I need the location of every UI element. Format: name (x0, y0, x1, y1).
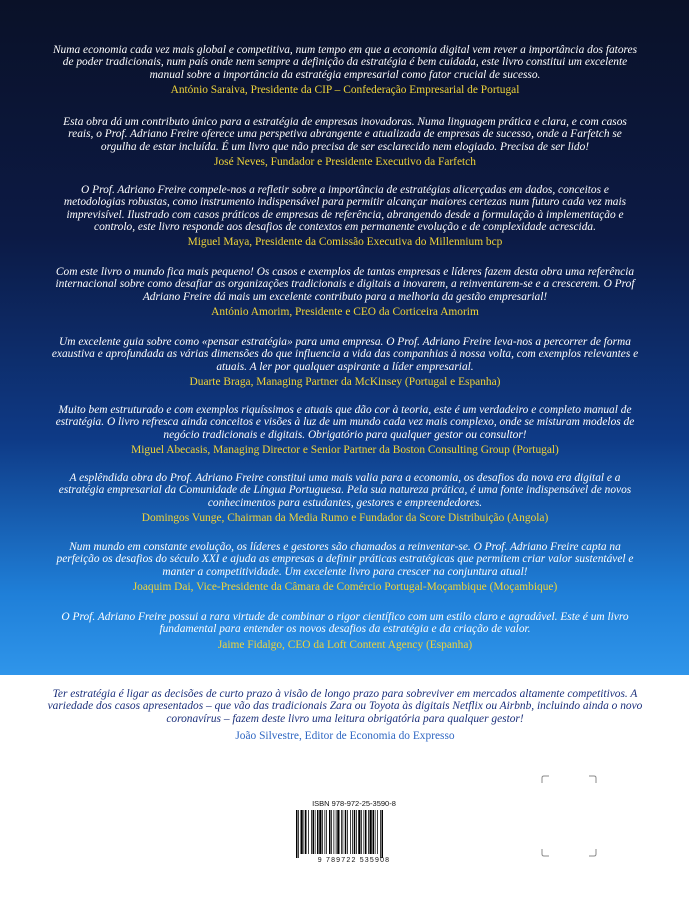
testimonial-author: Joaquim Dai, Vice-Presidente da Câmara de Comércio Portugal-Moçambique (Moçambique) (132, 580, 558, 593)
testimonial-author: Miguel Abecasis, Managing Director e Senior Partner da Boston Consulting Group (Portugal) (131, 443, 559, 456)
barcode-bar (352, 810, 353, 854)
barcode-bar (315, 810, 316, 854)
testimonial-text: Um excelente guia sobre como «pensar estratégia» para uma empresa. O Prof. Adriano Freire leva-nos a percorrer de forma exaustiva e aprofundada as várias dimensões do que influencia a vida das companhias à nossa volta, com exemplos relevantes e atuais. A ler por qualquer aspirante a líder empresarial. (51, 336, 639, 373)
testimonial-author: Miguel Maya, Presidente da Comissão Executiva do Millennium bcp (187, 236, 503, 249)
barcode-bar (375, 810, 376, 854)
testimonial-author: António Amorim, Presidente e CEO da Corticeira Amorim (211, 305, 479, 318)
barcode-bar (354, 810, 356, 854)
barcode-bar (345, 810, 347, 854)
barcode-bar (336, 810, 337, 854)
barcode-bar (317, 810, 319, 854)
testimonial-text: Num mundo em constante evolução, os líderes e gestores são chamados a reinventar-se. O Prof. Adriano Freire capta na perfeição os desafios do século XXI e ajuda as empresas a definir práticas estratégicas que permitem criar valor sustentável e manter a competitividade. Um excelente livro para crescer na conjuntura atual! (56, 541, 634, 578)
featured-testimonial (45, 688, 645, 743)
barcode-bar (313, 810, 315, 854)
testimonial-author: Jaime Fidalgo, CEO da Loft Content Agency (Espanha) (217, 638, 473, 651)
barcode-bar (347, 810, 348, 854)
testimonial (50, 184, 640, 249)
barcode-bar (377, 810, 378, 854)
testimonial (50, 44, 640, 97)
barcode-bar (325, 810, 326, 854)
testimonial (50, 116, 640, 169)
barcode-bar (305, 810, 307, 854)
barcode-bar (319, 810, 321, 854)
testimonial-text: O Prof. Adriano Freire possui a rara virtude de combinar o rigor científico com um estilo claro e agradável. Este é um livro fundamental para entender os novos desafios da estratégia e da criação de valor. (61, 611, 629, 636)
barcode (288, 799, 420, 869)
testimonial (50, 611, 640, 652)
barcode-bar (370, 810, 372, 854)
testimonial (50, 336, 640, 389)
barcode-bar (373, 810, 375, 854)
barcode-bar (311, 810, 312, 854)
testimonial-text: Numa economia cada vez mais global e competitiva, num tempo em que a economia digital vem rever a importância dos fatores de poder tradicionais, num país onde nem sempre a definição da estratégia é bem cuidada, este livro constitui um excelente manual sobre a importância da estratégia empresarial como fator crucial de sucesso. (52, 44, 638, 81)
testimonial-text: O Prof. Adriano Freire compele-nos a refletir sobre a importância de estratégias alicerçadas em dados, conceitos e metodologias robustas, como instrumento indispensável para permitir alcançar maiores certezas num futuro cada vez mais imprevisível. Ilustrado com casos práticos de empresas de referência, abrangendo desde a formulação à implementação e controlo, este livro responde aos desafios de contextos em permanente evolução e de complexidade acrescida. (63, 184, 627, 233)
barcode-bar (334, 810, 335, 854)
barcode-bar (341, 810, 342, 854)
testimonial-author: José Neves, Fundador e Presidente Executivo da Farfetch (214, 155, 476, 168)
barcode-bar (331, 810, 332, 854)
testimonial (50, 404, 640, 457)
barcode-bar (322, 810, 323, 854)
testimonial (50, 472, 640, 525)
featured-testimonial-text: Ter estratégia é ligar as decisões de curto prazo à visão de longo prazo para sobreviver em mercados altamente competitivos. A variedade dos casos apresentados – que vão das tradicionais Zara ou Toyota às digitais Netflix ou Airbnb, incluindo ainda o novo coronavírus – fazem deste livro uma leitura obrigatória para qualquer gestor! (47, 688, 643, 725)
barcode-bar (326, 810, 327, 854)
barcode-bar (365, 810, 367, 854)
testimonial (50, 266, 640, 319)
testimonial (50, 541, 640, 594)
testimonial-text: Esta obra dá um contributo único para a estratégia de empresas inovadoras. Numa linguagem prática e clara, e com casos reais, o Prof. Adriano Freire oferece uma perspetiva abrangente e atualizada de empresas de sucesso, onde a Farfetch se orgulha de estar incluída. É um livro que não precisa de ser esclarecido nem elogiado. Precisa de ser lido! (63, 116, 627, 153)
isbn-label: ISBN 978-972-25-3590-8 (312, 799, 396, 808)
testimonial-text: Muito bem estruturado e com exemplos riquíssimos e atuais que dão cor à teoria, este é um verdadeiro e completo manual de estratégia. O livro refresca ainda conceitos e visões à luz de um mundo cada vez mais complexo, onde se misturam modelos de negócio tradicionais e digitais. Obrigatório para qualquer gestor ou consultor! (55, 404, 635, 441)
testimonial-text: Com este livro o mundo fica mais pequeno! Os casos e exemplos de tantas empresas e líderes fazem desta obra uma referência internacional sobre como desafiar as organizações tradicionais e digitais a inovarem, a reinventarem-se e a crescerem. O Prof Adriano Freire dá mais um excelente contributo para a melhoria da gestão empresarial! (55, 266, 635, 303)
barcode-bars (296, 810, 416, 858)
barcode-digits: 9 789722 535908 (317, 857, 391, 864)
testimonial-text: A esplêndida obra do Prof. Adriano Freire constitui uma mais valia para a economia, os desafios da nova era digital e a estratégia empresarial da Comunidade de Língua Portuguesa. Pela sua natureza prática, é uma fonte indispensável de novos conhecimentos para estudantes, gestores e empreendedores. (58, 472, 632, 509)
crop-mark-icon (541, 775, 597, 857)
barcode-bar (364, 810, 365, 854)
barcode-bar (380, 810, 381, 858)
barcode-bar (337, 810, 339, 854)
testimonial-author: Domingos Vunge, Chairman da Media Rumo e Fundador da Score Distribuição (Angola) (141, 511, 549, 524)
testimonial-author: Duarte Braga, Managing Partner da McKinsey (Portugal e Espanha) (189, 375, 501, 388)
barcode-bar (308, 810, 309, 854)
barcode-bar (304, 810, 305, 854)
barcode-bar (329, 810, 331, 854)
featured-testimonial-author: João Silvestre, Editor de Economia do Expresso (235, 729, 455, 742)
barcode-bar (356, 810, 357, 854)
barcode-bar (301, 810, 303, 854)
testimonial-author: António Saraiva, Presidente da CIP – Confederação Empresarial de Portugal (170, 83, 520, 96)
barcode-bar (298, 810, 299, 858)
barcode-bar (343, 810, 344, 854)
barcode-bar (358, 810, 360, 854)
barcode-bar (350, 810, 351, 854)
barcode-bar (368, 810, 369, 854)
barcode-bar (296, 810, 298, 858)
barcode-bar (361, 810, 362, 854)
barcode-bar (382, 810, 384, 858)
